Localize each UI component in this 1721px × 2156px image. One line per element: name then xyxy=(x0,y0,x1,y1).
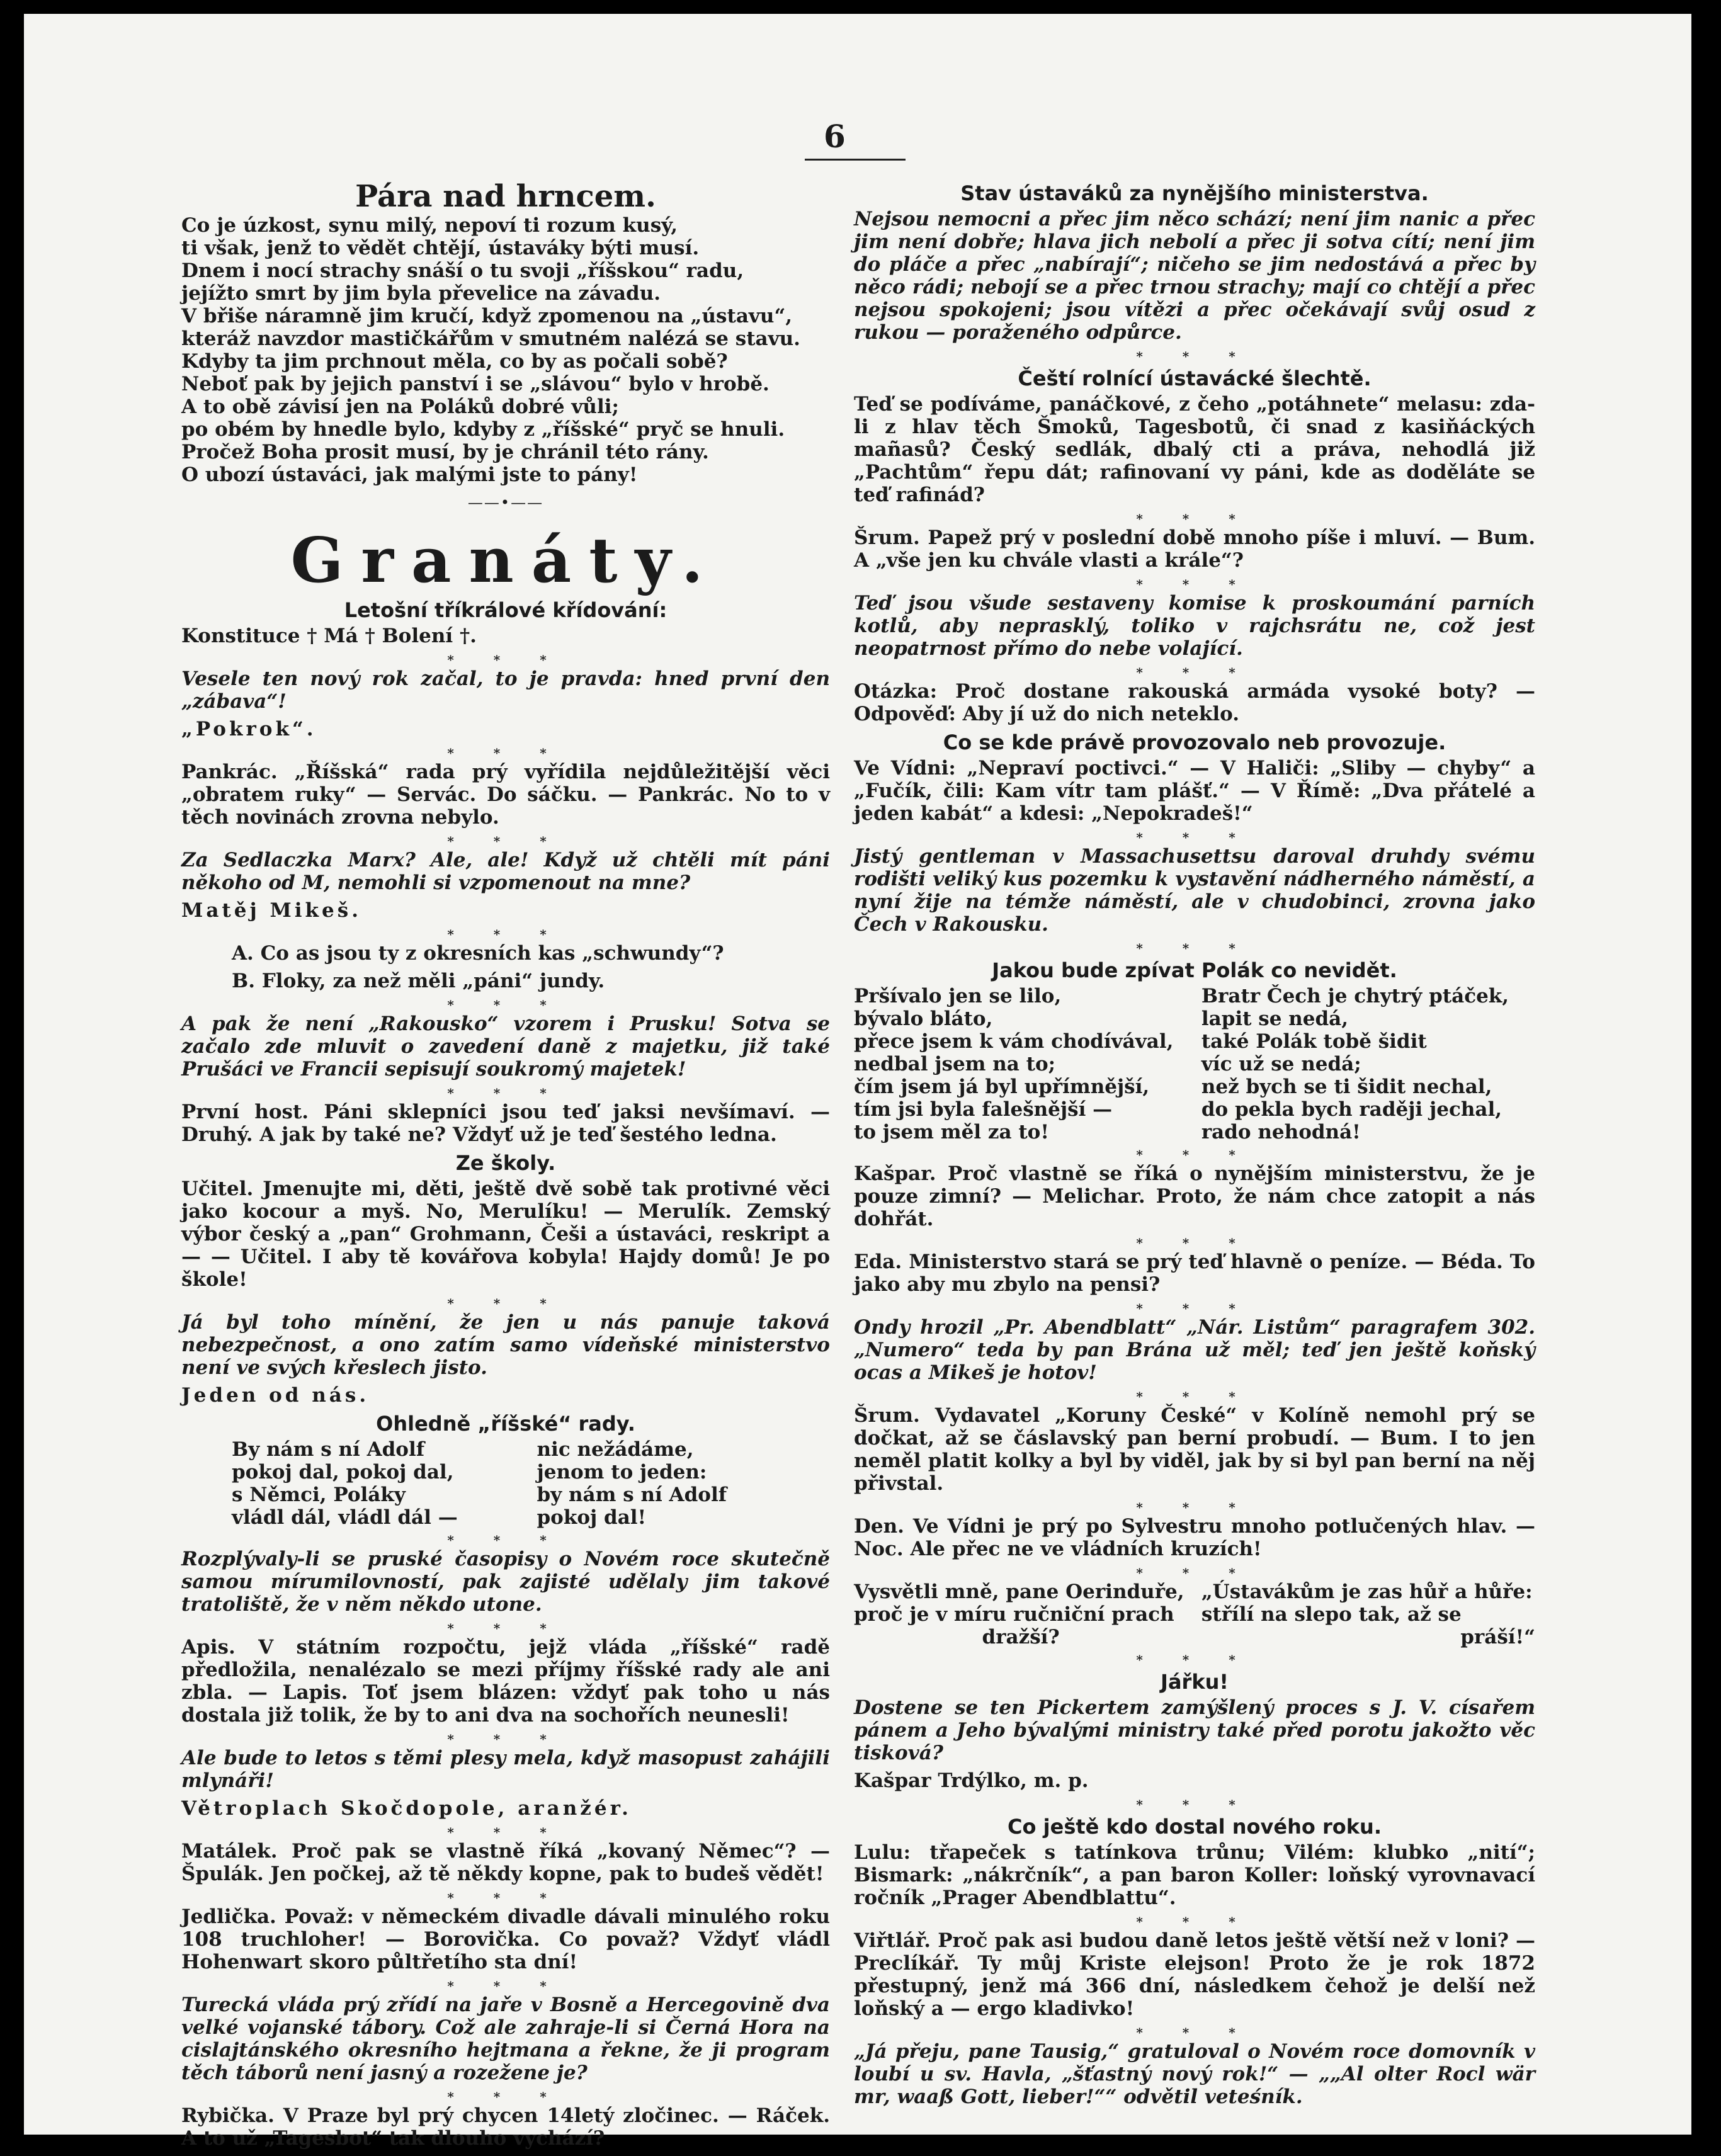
dialog-two-column xyxy=(854,1580,1535,1648)
verse-line: střílí na slepo tak, až se xyxy=(1201,1603,1462,1626)
paragraph: Za Sedlaczka Marx? Ale, ale! Když už chtěli mít páni někoho od M, nemohli si vzpomenout na mne? xyxy=(181,849,830,894)
verse-line: „Ústavákům je zas hůř a hůře: xyxy=(1201,1580,1533,1603)
star-divider: * * * xyxy=(447,1890,564,1905)
verse-right xyxy=(1201,985,1535,1143)
paragraph: Pankrác. „Říšská“ rada prý vyřídila nejdůležitější věci „obratem ruky“ — Servác. Do sáčku. — Pankrác. No to v těch novinách zrovna nebylo. xyxy=(181,761,830,829)
heading-stav: Stav ústaváků za nynějšího ministerstva. xyxy=(960,181,1429,205)
verse-line: vládl dál, vládl dál — xyxy=(232,1506,458,1529)
verse-line: by nám s ní Adolf xyxy=(537,1484,727,1506)
star-divider: * * * xyxy=(1136,511,1253,526)
verse-left xyxy=(232,1438,525,1529)
signature: „Pokrok“. xyxy=(181,718,317,740)
verse-line: do pekla bych raději jechal, xyxy=(1201,1098,1502,1121)
star-divider: * * * xyxy=(447,652,564,667)
star-divider: * * * xyxy=(1136,1147,1253,1162)
paragraph: Učitel. Jmenujte mi, děti, ještě dvě sobě tak protivné věci jako kocour a myš. No, Merulíku! — Merulík. Zemský výbor český a „pan“ Grohmann, Češi a ústaváci, reskript a — — Učitel. I aby tě kovářova kobyla! Hajdy domů! Je po škole! xyxy=(181,1177,830,1291)
star-divider: * * * xyxy=(447,1978,564,1994)
heading-noveho-roku: Co ještě kdo dostal nového roku. xyxy=(1008,1815,1382,1839)
poem-line: Co je úzkost, synu milý, nepoví ti rozum kusý, xyxy=(181,214,678,237)
heading-cesti: Čeští rolnící ústavácké šlechtě. xyxy=(1018,366,1372,390)
poem-line: jejížto smrt by jim byla převelice na závadu. xyxy=(181,282,661,305)
star-divider: * * * xyxy=(447,1296,564,1311)
ornament-divider: ——•—— xyxy=(467,494,544,511)
verse-line: Bratr Čech je chytrý ptáček, xyxy=(1201,985,1509,1007)
star-divider: * * * xyxy=(1136,830,1253,845)
paragraph: Ve Vídni: „Nepraví poctivci.“ — V Haliči: „Sliby — chyby“ a „Fučík, čili: Kam vítr tam plášť.“ — V Římě: „Dva přátelé a jeden kabát“ a kdesi: „Nepokradeš!“ xyxy=(854,757,1535,825)
verse-line: pokoj dal, pokoj dal, xyxy=(232,1461,454,1484)
poem-line: Dnem i nocí strachy snáší o tu svoji „říšskou“ radu, xyxy=(181,259,744,282)
verse-line: s Němci, Poláky xyxy=(232,1484,406,1506)
verse-left xyxy=(854,985,1188,1143)
dialog-left xyxy=(854,1580,1188,1648)
poem-line: Kdyby ta jim prchnout měla, co by as počali sobě? xyxy=(181,350,728,373)
signature: Jeden od nás. xyxy=(181,1384,370,1407)
signature: Matěj Mikeš. xyxy=(181,899,361,922)
paragraph: Teď jsou všude sestaveny komise k proskoumání parních kotlů, aby neprasklý, toliko v rajchsrátu ne, což jest neopatrnost přímo do nebe volající. xyxy=(854,592,1535,660)
paragraph: Jedlička. Považ: v německém divadle dávali minulého roku 108 truchloher! — Borovička. Co považ? Vždyť vládl Hohenwart skoro půltřetího sta dní! xyxy=(181,1905,830,1973)
poem-verse xyxy=(181,214,830,486)
paragraph: Matálek. Proč pak se vlastně říká „kovaný Němec“? — Špulák. Jen počkej, až tě někdy kopne, pak to budeš vědět! xyxy=(181,1840,830,1885)
heading-ze-skoly: Ze školy. xyxy=(455,1151,556,1175)
verse-line: nic nežádáme, xyxy=(537,1438,694,1461)
heading-jarku: Jářku! xyxy=(1161,1670,1229,1694)
poem-line: O ubozí ústaváci, jak malými jste to pány! xyxy=(181,463,638,486)
paragraph: Ondy hrozil „Pr. Abendblatt“ „Nár. Listům“ paragrafem 302. „Numero“ teda by pan Brána už měl; teď jen ještě koňský ocas a Mikeš je hotov! xyxy=(854,1316,1535,1384)
star-divider: * * * xyxy=(1136,941,1253,956)
verse-line: pokoj dal! xyxy=(537,1506,647,1529)
paragraph: A pak že není „Rakousko“ vzorem i Prusku! Sotva se začalo zde mluvit o zavedení daně z majetku, již také Prušáci ve Francii sepisují soukromý majetek! xyxy=(181,1013,830,1081)
paragraph: Turecká vláda prý zřídí na jaře v Bosně a Hercegovině dva velké vojanské tábory. Což ale zahraje-li si Černá Hora na cislajtánského okresního hejtmana a řekne, že ji program těch táborů není jasný a rozežene je? xyxy=(181,1994,830,2084)
star-divider: * * * xyxy=(1136,1652,1253,1667)
paragraph: Lulu: třapeček s tatínkova trůnu; Vilém: klubko „nití“; Bismark: „nákrčník“, a pan baron Koller: loňský vyrovnavací ročník „Prager Abendblattu“. xyxy=(854,1841,1535,1909)
verse-line: víc už se nedá; xyxy=(1201,1053,1361,1075)
subtitle-line: Konstituce † Má † Bolení †. xyxy=(181,625,477,647)
verse-line: to jsem měl za to! xyxy=(854,1121,1049,1143)
section-title: Granáty. xyxy=(290,525,721,597)
paragraph: Den. Ve Vídni je prý po Sylvestru mnoho potlučených hlav. — Noc. Ale přec ne ve vládních kruzích! xyxy=(854,1515,1535,1560)
star-divider: * * * xyxy=(447,1086,564,1101)
dialog-line: B. Floky, za než měli „páni“ jundy. xyxy=(232,970,605,992)
verse-line: lapit se nedá, xyxy=(1201,1007,1349,1030)
paragraph: Apis. V státním rozpočtu, jejž vláda „říšské“ radě předložila, nenalézalo se mezi příjmy říšské rady ale ani zbla. — Lapis. Toť jsem blázen: vždyť pak toho u nás dostala již tolik, že by to ani dva na sochořích neunesli! xyxy=(181,1636,830,1727)
verse-line: By nám s ní Adolf xyxy=(232,1438,425,1461)
star-divider: * * * xyxy=(447,746,564,761)
verse-line: Vysvětli mně, pane Oerinduře, xyxy=(854,1580,1184,1603)
left-column xyxy=(181,179,830,2155)
signature: Větroplach Skočdopole, aranžér. xyxy=(181,1797,632,1820)
star-divider: * * * xyxy=(1136,1797,1253,1812)
paragraph: Vesele ten nový rok začal, to je pravda: hned první den „zábava“! xyxy=(181,667,830,713)
paragraph: Dostene se ten Pickertem zamýšlený proces s J. V. císařem pánem a Jeho bývalými ministry také před porotu jakožto věc tisková? xyxy=(854,1696,1535,1764)
star-divider: * * * xyxy=(447,1825,564,1840)
verse-line: jenom to jeden: xyxy=(537,1461,707,1484)
verse-right xyxy=(537,1438,831,1529)
paragraph: Jistý gentleman v Massachusettsu daroval druhdy svému rodišti veliký kus pozemku k vystavění nádherného náměstí, a nyní žije na témže náměstí, ale v chudobinci, zrovna jako Čech v Rakousku. xyxy=(854,845,1535,936)
newspaper-page xyxy=(24,14,1691,2150)
paragraph: Kašpar. Proč vlastně se říká o nynějším ministerstvu, že je pouze zimní? — Melichar. Proto, že nám chce zatopit a nás dohřát. xyxy=(854,1162,1535,1230)
verse-line: bývalo bláto, xyxy=(854,1007,993,1030)
poem-line: A to obě závisí jen na Poláků dobré vůli; xyxy=(181,395,619,418)
heading-jakou: Jakou bude zpívat Polák co nevidět. xyxy=(992,958,1397,982)
verse-two-column xyxy=(181,1438,830,1529)
page-number-rule xyxy=(805,159,906,161)
star-divider: * * * xyxy=(447,834,564,849)
poem-line: ti však, jenž to vědět chtějí, ústaváky býti musí. xyxy=(181,237,700,259)
paragraph: První host. Páni sklepníci jsou teď jaksi nevšímaví. — Druhý. A jak by také ne? Vždyť už je teď šestého ledna. xyxy=(181,1101,830,1146)
paragraph: Ale bude to letos s těmi plesy mela, když masopust zahájili mlynáři! xyxy=(181,1747,830,1792)
star-divider: * * * xyxy=(447,1533,564,1548)
verse-line: čím jsem já byl upřímnější, xyxy=(854,1075,1150,1098)
paragraph: Rybička. V Praze byl prý chycen 14letý zločinec. — Ráček. A to už „Tagesbot“ tak dlouho vychází? xyxy=(181,2104,830,2150)
poem-title: Pára nad hrncem. xyxy=(355,179,656,214)
star-divider: * * * xyxy=(1136,2025,1253,2040)
right-column xyxy=(854,179,1535,2113)
star-divider: * * * xyxy=(447,997,564,1013)
page-number: 6 xyxy=(824,118,846,155)
verse-line: tím jsi byla falešnější — xyxy=(854,1098,1113,1121)
star-divider: * * * xyxy=(1136,1500,1253,1515)
verse-line: než bych se ti šidit nechal, xyxy=(1201,1075,1492,1098)
paragraph: Šrum. Papež prý v poslední době mnoho píše i mluví. — Bum. A „vše jen ku chvále vlasti a krále“? xyxy=(854,526,1535,572)
star-divider: * * * xyxy=(1136,665,1253,680)
heading-co-se-kde: Co se kde právě provozovalo neb provozuje. xyxy=(943,730,1446,754)
signature: Kašpar Trdýlko, m. p. xyxy=(854,1769,1089,1792)
paragraph: „Já přeju, pane Tausig,“ gratuloval o Novém roce domovník v loubí u sv. Havla, „šťastný nový rok!“ — „„Al olter Rocl wär mr, waaß Gott, lieber!““ odvětil veteśník. xyxy=(854,2040,1535,2108)
dialog-line: A. Co as jsou ty z okresních kas „schwundy“? xyxy=(232,942,724,965)
verse-line: přece jsem k vám chodívával, xyxy=(854,1030,1174,1053)
verse-line: Pršívalo jen se lilo, xyxy=(854,985,1062,1007)
paragraph: Nejsou nemocni a přec jim něco schází; není jim nanic a přec jim není dobře; hlava jich nebolí a přec ji sotva cítí; není jim do pláče a přec „nabírají“; ničeho se jim nedostává a přec by něco rádi; nebojí se a přec trnou strachy; mají co chtějí a přec nejsou spokojeni; jsou vítězi a přec očekávají svůj osud z rukou — poraženého odpůrce. xyxy=(854,208,1535,344)
section-subtitle: Letošní tříkrálové křídování: xyxy=(344,598,667,622)
paragraph: Eda. Ministerstvo stará se prý teď hlavně o peníze. — Béda. To jako aby mu zbylo na pensi? xyxy=(854,1251,1535,1296)
star-divider: * * * xyxy=(447,2089,564,2104)
star-divider: * * * xyxy=(1136,1914,1253,1929)
verse-two-column xyxy=(854,985,1535,1143)
verse-line: nedbal jsem na to; xyxy=(854,1053,1056,1075)
verse-line: dražší? xyxy=(982,1626,1060,1648)
paragraph: Viřtlář. Proč pak asi budou daně letos ještě větší než v loni? — Preclíkář. Ty můj Kriste elejson! Proto že je rok 1872 přestupný, jenž má 366 dní, následkem čehož je delší než loňský a — ergo kladivko! xyxy=(854,1929,1535,2020)
verse-line: proč je v míru ručniční prach xyxy=(854,1603,1174,1626)
poem-line: Pročež Boha prosit musí, by je chránil této rány. xyxy=(181,441,709,463)
star-divider: * * * xyxy=(447,1621,564,1636)
paragraph: Já byl toho mínění, že jen u nás panuje taková nebezpečnost, a ono zatím samo vídeňské ministerstvo není ve svých křeslech jisto. xyxy=(181,1311,830,1379)
paragraph: Rozplývaly-li se pruské časopisy o Novém roce skutečně samou mírumilovností, pak zajisté udělaly jim takové tratoliště, že v něm někdo utone. xyxy=(181,1548,830,1616)
paragraph: Otázka: Proč dostane rakouská armáda vysoké boty? — Odpověď: Aby jí už do nich neteklo. xyxy=(854,680,1535,725)
verse-line: rado nehodná! xyxy=(1201,1121,1361,1143)
poem-line: V břiše náramně jim kručí, když zpomenou na „ústavu“, xyxy=(181,305,793,327)
star-divider: * * * xyxy=(1136,1389,1253,1404)
poem-line: kteráž navzdor mastičkářům v smutném nalézá se stavu. xyxy=(181,327,800,350)
poem-line: po obém by hnedle bylo, kdyby z „říšské“ pryč se hnuli. xyxy=(181,418,785,441)
star-divider: * * * xyxy=(447,927,564,942)
paragraph: Šrum. Vydavatel „Koruny České“ v Kolíně nemohl prý se dočkat, až se čáslavský pan berní probudí. — Bum. I to jen neměl platit kolky a byl by viděl, jak by si byl pan berní na něj přivstal. xyxy=(854,1404,1535,1495)
poem-line: Neboť pak by jejich panství i se „slávou“ bylo v hrobě. xyxy=(181,373,770,395)
star-divider: * * * xyxy=(1136,349,1253,364)
dialog-right xyxy=(1201,1580,1535,1648)
verse-line: práší!“ xyxy=(1460,1626,1535,1648)
paragraph: Teď se podíváme, panáčkové, z čeho „potáhnete“ melasu: zda-li z hlav těch Šmoků, Tagesbotů, či snad z kasiňáckých mañasů? Český sedlák, dbalý cti a práva, nehodlá již „Pachtům“ řepu dát; rafinovaní vy páni, kde as doděláte se teď rafinád? xyxy=(854,393,1535,506)
star-divider: * * * xyxy=(1136,1565,1253,1580)
verse-line: také Polák tobě šidit xyxy=(1201,1030,1427,1053)
heading-ohledne: Ohledně „říšské“ rady. xyxy=(376,1412,635,1436)
star-divider: * * * xyxy=(1136,1235,1253,1251)
star-divider: * * * xyxy=(1136,1301,1253,1316)
star-divider: * * * xyxy=(1136,577,1253,592)
star-divider: * * * xyxy=(447,1732,564,1747)
